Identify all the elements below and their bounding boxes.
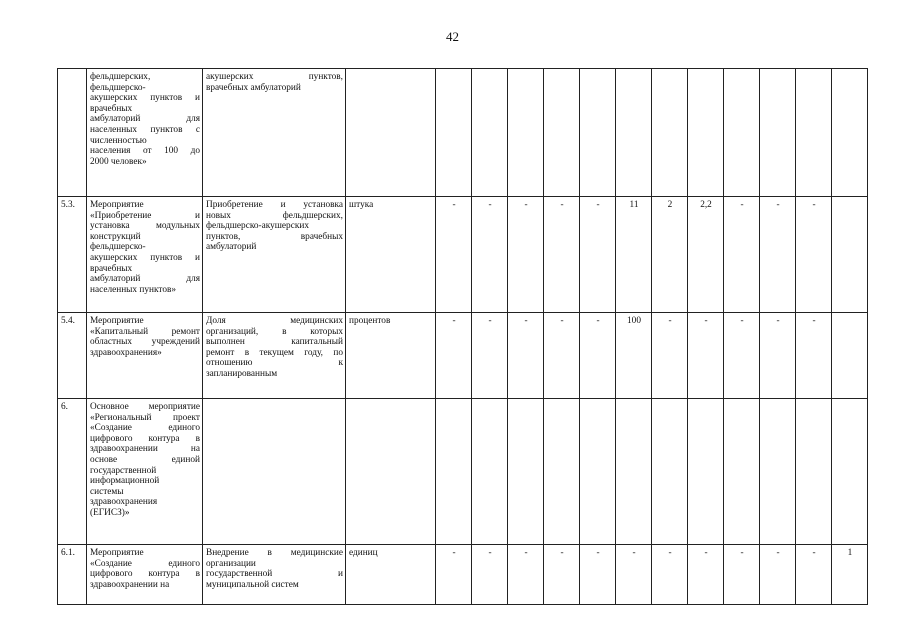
value-cell — [652, 399, 688, 545]
unit-cell — [346, 69, 436, 197]
value-cell — [796, 399, 832, 545]
value-cell: - — [472, 197, 508, 313]
table-row — [58, 399, 868, 545]
value-cell — [760, 399, 796, 545]
event-name-line: информационной — [90, 476, 160, 487]
value-cell — [472, 399, 508, 545]
value-cell — [832, 399, 868, 545]
indicator-name — [203, 197, 346, 313]
unit-cell: единиц — [346, 545, 436, 605]
value-cell — [508, 399, 544, 545]
indicator-name-line: врачебных амбулаторий — [206, 82, 301, 93]
table-row — [58, 313, 868, 399]
event-name-line: здравоохранении на — [90, 579, 170, 590]
program-table — [57, 68, 868, 605]
value-cell: - — [436, 313, 472, 399]
event-name-line: амбулаторий для — [90, 114, 200, 125]
value-cell: - — [652, 545, 688, 605]
event-name-line: населения от 100 до — [90, 146, 200, 157]
indicator-name — [203, 313, 346, 399]
indicator-name-line: отношению к — [206, 358, 343, 369]
event-name-line: «Капитальный ремонт — [90, 326, 200, 337]
table-row — [58, 197, 868, 313]
value-cell: - — [760, 197, 796, 313]
indicator-name-line: организаций, в которых — [206, 326, 343, 337]
event-name-line: амбулаторий для — [90, 274, 200, 285]
value-cell: - — [580, 313, 616, 399]
value-cell: - — [472, 313, 508, 399]
event-name-line: врачебных — [90, 263, 133, 274]
value-cell — [544, 399, 580, 545]
event-name-line: установка модульных — [90, 221, 200, 232]
value-cell: - — [760, 313, 796, 399]
event-name — [87, 399, 203, 545]
indicator-name-line: акушерских пунктов, — [206, 72, 343, 82]
value-cell — [616, 69, 652, 197]
row-number: 6.1. — [58, 545, 87, 605]
value-cell — [580, 399, 616, 545]
value-cell — [688, 399, 724, 545]
event-name-line: акушерских пунктов и — [90, 252, 200, 263]
value-cell — [652, 69, 688, 197]
event-name-line: «Региональный проект — [90, 412, 200, 423]
indicator-name-line: Доля медицинских — [206, 316, 343, 326]
indicator-name-line: Внедрение в медицинские — [206, 548, 343, 558]
value-cell: - — [688, 313, 724, 399]
value-cell: 2,2 — [688, 197, 724, 313]
value-cell — [832, 69, 868, 197]
event-name-line: «Создание единого — [90, 423, 200, 434]
indicator-name-line: новых фельдшерских, — [206, 210, 343, 221]
event-name — [87, 69, 203, 197]
event-name-line: Мероприятие — [90, 200, 144, 210]
value-cell: - — [760, 545, 796, 605]
event-name-line: фельдшерско- — [90, 82, 146, 93]
event-name-line: Основное мероприятие — [90, 402, 200, 412]
value-cell: 2 — [652, 197, 688, 313]
unit-cell — [346, 399, 436, 545]
value-cell: - — [508, 197, 544, 313]
value-cell — [688, 69, 724, 197]
row-number: 5.4. — [58, 313, 87, 399]
value-cell: - — [724, 545, 760, 605]
event-name-line: населенных пунктов» — [90, 284, 177, 295]
indicator-name — [203, 399, 346, 545]
value-cell: - — [724, 197, 760, 313]
indicator-name-line: пунктов, врачебных — [206, 231, 343, 242]
unit-cell: процентов — [346, 313, 436, 399]
indicator-name-line: выполнен капитальный — [206, 337, 343, 348]
event-name-line: «Приобретение и — [90, 210, 200, 221]
value-cell: - — [796, 313, 832, 399]
value-cell — [796, 69, 832, 197]
indicator-name — [203, 69, 346, 197]
value-cell — [580, 69, 616, 197]
indicator-name-line: организации — [206, 558, 256, 569]
value-cell — [436, 399, 472, 545]
value-cell: - — [580, 197, 616, 313]
value-cell — [724, 69, 760, 197]
indicator-name-line: муниципальной систем — [206, 579, 299, 590]
event-name-line: областных учреждений — [90, 337, 200, 348]
row-number: 6. — [58, 399, 87, 545]
value-cell — [616, 399, 652, 545]
event-name-line: цифрового контура в — [90, 569, 200, 580]
table-row — [58, 69, 868, 197]
event-name-line: Мероприятие — [90, 316, 144, 326]
indicator-name-line: ремонт в текущем году, по — [206, 347, 343, 358]
value-cell: - — [616, 545, 652, 605]
value-cell — [760, 69, 796, 197]
value-cell — [508, 69, 544, 197]
event-name-line: «Создание единого — [90, 558, 200, 569]
row-number — [58, 69, 87, 197]
value-cell: 11 — [616, 197, 652, 313]
value-cell: - — [652, 313, 688, 399]
value-cell — [832, 197, 868, 313]
value-cell — [832, 313, 868, 399]
event-name-line: (ЕГИСЗ)» — [90, 507, 130, 518]
event-name-line: основе единой — [90, 454, 200, 465]
indicator-name-line: Приобретение и установка — [206, 200, 343, 210]
event-name-line: фельдшерско- — [90, 242, 146, 253]
event-name-line: конструкций — [90, 231, 141, 242]
indicator-name — [203, 545, 346, 605]
indicator-name-line: запланированным — [206, 368, 278, 379]
event-name-line: 2000 человек» — [90, 156, 147, 167]
value-cell — [472, 69, 508, 197]
event-name-line: здравоохранения — [90, 497, 158, 508]
indicator-name-line: фельдшерско-акушерских — [206, 221, 309, 232]
value-cell: - — [508, 313, 544, 399]
event-name-line: Мероприятие — [90, 548, 144, 558]
value-cell: - — [544, 545, 580, 605]
event-name-line: здравоохранения» — [90, 347, 162, 358]
event-name-line: врачебных — [90, 103, 133, 114]
page-number: 42 — [446, 29, 459, 44]
event-name-line: населенных пунктов с — [90, 124, 200, 135]
event-name-line: акушерских пунктов и — [90, 93, 200, 104]
value-cell: 100 — [616, 313, 652, 399]
value-cell: - — [472, 545, 508, 605]
value-cell: - — [796, 197, 832, 313]
indicator-name-line: амбулаторий — [206, 242, 257, 253]
row-number: 5.3. — [58, 197, 87, 313]
value-cell: - — [688, 545, 724, 605]
indicator-name-line: государственной и — [206, 569, 343, 580]
event-name-line: фельдшерских, — [90, 72, 151, 82]
value-cell: - — [544, 313, 580, 399]
value-cell: - — [436, 197, 472, 313]
value-cell — [724, 399, 760, 545]
value-cell: 1 — [832, 545, 868, 605]
value-cell: - — [580, 545, 616, 605]
value-cell — [436, 69, 472, 197]
event-name-line: системы — [90, 486, 124, 497]
event-name-line: цифрового контура в — [90, 433, 200, 444]
event-name — [87, 313, 203, 399]
value-cell: - — [796, 545, 832, 605]
value-cell: - — [544, 197, 580, 313]
event-name-line: численностью — [90, 135, 147, 146]
event-name-line: здравоохранении на — [90, 444, 200, 455]
value-cell — [544, 69, 580, 197]
event-name-line: государственной — [90, 465, 157, 476]
table-row — [58, 545, 868, 605]
value-cell: - — [508, 545, 544, 605]
event-name — [87, 545, 203, 605]
event-name — [87, 197, 203, 313]
unit-cell: штука — [346, 197, 436, 313]
value-cell: - — [436, 545, 472, 605]
value-cell: - — [724, 313, 760, 399]
